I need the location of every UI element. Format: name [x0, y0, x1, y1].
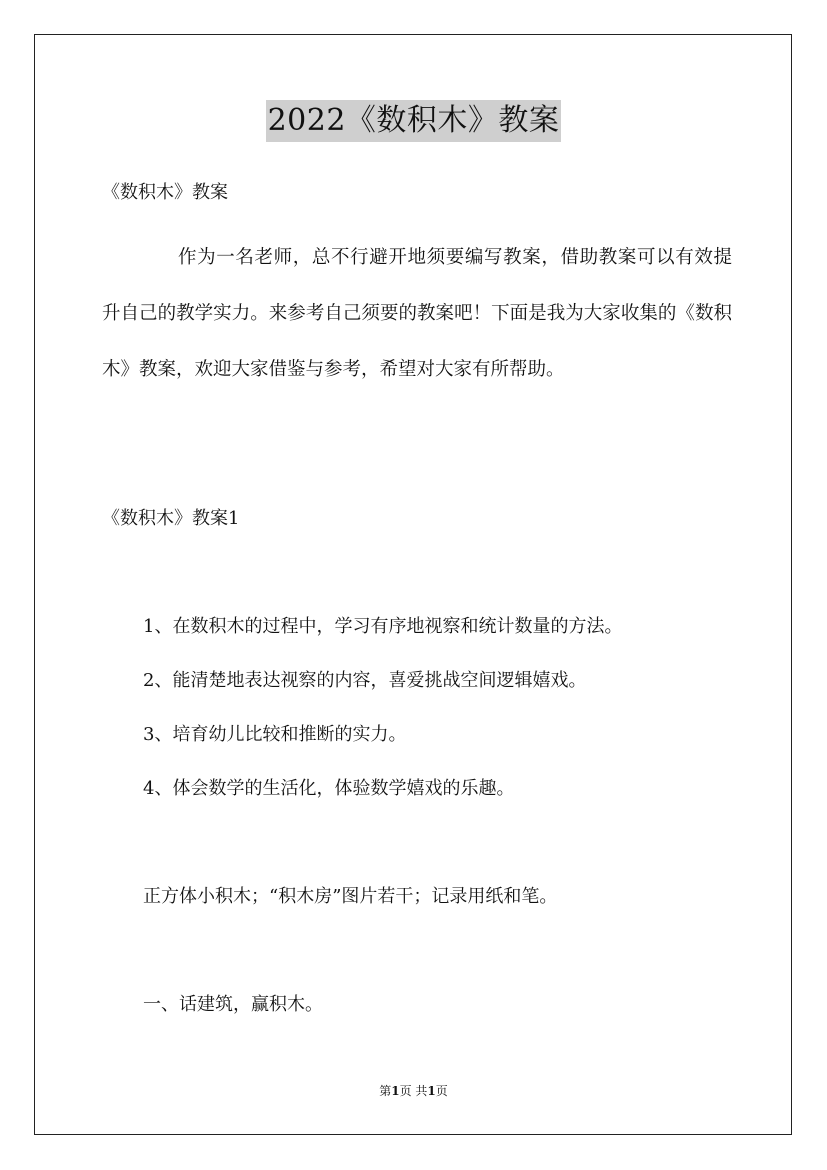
page-footer	[0, 1083, 827, 1099]
footer-total-pages: 1	[427, 1084, 436, 1098]
footer-mid: 页 共	[399, 1084, 428, 1098]
footer-prefix: 第	[379, 1084, 392, 1098]
footer-suffix: 页	[435, 1084, 448, 1098]
intro-paragraph: 作为一名老师，总不行避开地须要编写教案，借助教案可以有效提升自己的教学实力。来参考自己须要的教案吧！下面是我为大家收集的《数积木》教案，欢迎大家借鉴与参考，希望对大家有所帮助。	[102, 247, 732, 380]
footer-page-number: 1	[391, 1084, 400, 1098]
title-container	[0, 100, 827, 142]
step-heading: 一、话建筑，赢积木。	[143, 994, 323, 1015]
goal-item: 3、培育幼儿比较和推断的实力。	[143, 724, 407, 745]
document-subtitle: 《数积木》教案	[102, 182, 228, 203]
goal-item: 1、在数积木的过程中，学习有序地视察和统计数量的方法。	[143, 616, 623, 637]
section-heading: 《数积木》教案1	[102, 508, 240, 529]
goal-item: 2、能清楚地表达视察的内容，喜爱挑战空间逻辑嬉戏。	[143, 670, 587, 691]
materials-line: 正方体小积木；“积木房”图片若干；记录用纸和笔。	[143, 886, 558, 907]
goal-item: 4、体会数学的生活化，体验数学嬉戏的乐趣。	[143, 778, 515, 799]
document-title: 2022《数积木》教案	[266, 100, 562, 142]
